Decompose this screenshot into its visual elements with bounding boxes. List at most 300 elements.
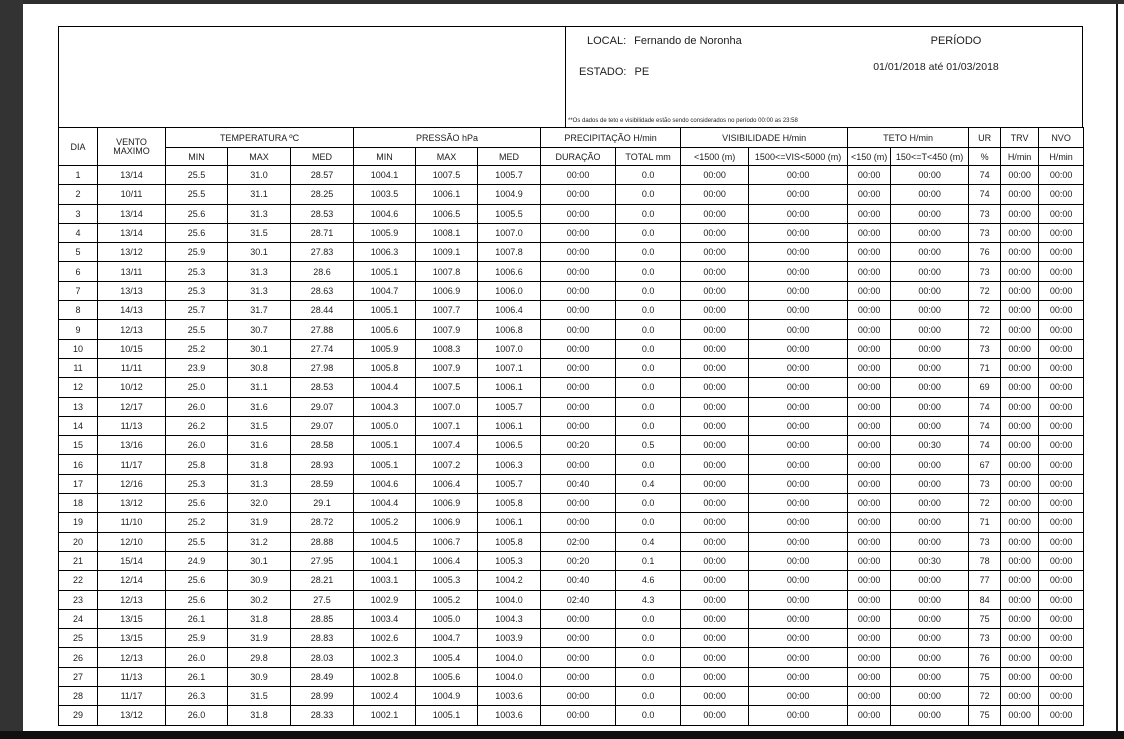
table-cell: 28.63	[291, 281, 354, 300]
periodo-value: 01/01/2018 até 01/03/2018	[873, 61, 999, 73]
table-cell: 1004.0	[478, 590, 541, 609]
table-cell: 00:00	[681, 339, 749, 358]
table-cell: 1005.0	[416, 609, 478, 628]
sub-header-trv-unit: H/min	[1001, 148, 1039, 166]
table-cell: 26.1	[166, 667, 228, 686]
table-cell: 27.88	[291, 320, 354, 339]
table-cell: 25.9	[166, 629, 228, 648]
table-cell: 00:00	[681, 397, 749, 416]
table-cell: 29.07	[291, 397, 354, 416]
table-cell: 00:00	[1039, 629, 1084, 648]
table-cell: 00:00	[891, 320, 969, 339]
col-header-vento-maximo: VENTO MAXIMO	[98, 128, 166, 166]
table-cell: 00:00	[681, 281, 749, 300]
table-cell: 19	[59, 513, 98, 532]
table-cell: 25.3	[166, 281, 228, 300]
table-cell: 15	[59, 436, 98, 455]
estado-line	[579, 66, 649, 78]
table-cell: 00:00	[749, 629, 848, 648]
table-cell: 00:00	[1039, 320, 1084, 339]
table-cell: 0.0	[616, 667, 681, 686]
table-cell: 31.5	[228, 687, 291, 706]
table-cell: 1006.9	[416, 494, 478, 513]
table-cell: 1006.8	[478, 320, 541, 339]
table-cell: 00:00	[891, 378, 969, 397]
table-cell: 00:00	[749, 667, 848, 686]
table-cell: 00:00	[749, 320, 848, 339]
table-cell: 29.8	[228, 648, 291, 667]
group-header-pressao: PRESSÃO hPa	[354, 128, 541, 148]
table-cell: 00:00	[541, 494, 616, 513]
table-cell: 00:00	[891, 667, 969, 686]
table-cell: 00:00	[541, 185, 616, 204]
table-cell: 00:00	[848, 262, 891, 281]
table-cell: 00:00	[1039, 648, 1084, 667]
table-cell: 00:00	[1001, 551, 1039, 570]
table-cell: 1005.7	[478, 474, 541, 493]
table-cell: 00:00	[681, 532, 749, 551]
table-cell: 1004.9	[478, 185, 541, 204]
table-cell: 00:00	[1039, 706, 1084, 725]
table-cell: 10/12	[98, 378, 166, 397]
table-cell: 29	[59, 706, 98, 725]
table-cell: 00:00	[749, 436, 848, 455]
table-cell: 28.6	[291, 262, 354, 281]
table-cell: 1004.1	[354, 166, 416, 185]
table-cell: 00:30	[891, 551, 969, 570]
table-cell: 1007.8	[416, 262, 478, 281]
table-cell: 00:00	[749, 358, 848, 377]
table-cell: 00:00	[891, 301, 969, 320]
table-cell: 00:00	[1039, 416, 1084, 435]
table-cell: 00:00	[891, 243, 969, 262]
table-cell: 00:00	[891, 706, 969, 725]
table-cell: 00:00	[1039, 551, 1084, 570]
table-cell: 25.6	[166, 223, 228, 242]
table-cell: 00:00	[749, 223, 848, 242]
table-cell: 7	[59, 281, 98, 300]
table-cell: 1005.9	[354, 339, 416, 358]
table-cell: 1007.5	[416, 378, 478, 397]
table-cell: 1005.1	[354, 455, 416, 474]
table-cell: 00:00	[848, 223, 891, 242]
table-cell: 1003.5	[354, 185, 416, 204]
table-cell: 0.0	[616, 706, 681, 725]
table-cell: 1007.5	[416, 166, 478, 185]
table-cell: 30.7	[228, 320, 291, 339]
table-cell: 78	[969, 551, 1001, 570]
table-cell: 1006.9	[416, 281, 478, 300]
table-cell: 00:00	[681, 706, 749, 725]
table-cell: 02:00	[541, 532, 616, 551]
table-cell: 00:00	[541, 378, 616, 397]
table-cell: 00:00	[1039, 667, 1084, 686]
table-cell: 00:00	[541, 513, 616, 532]
table-cell: 00:00	[681, 590, 749, 609]
table-cell: 1009.1	[416, 243, 478, 262]
table-cell: 00:00	[681, 166, 749, 185]
table-cell: 00:00	[891, 532, 969, 551]
table-cell: 1005.0	[354, 416, 416, 435]
table-cell: 00:00	[681, 204, 749, 223]
table-cell: 0.4	[616, 474, 681, 493]
table-cell: 00:00	[541, 397, 616, 416]
table-cell: 00:00	[541, 648, 616, 667]
table-cell: 13/12	[98, 243, 166, 262]
col-header-dia: DIA	[59, 128, 98, 166]
table-cell: 12	[59, 378, 98, 397]
table-cell: 1007.8	[478, 243, 541, 262]
table-cell: 32.0	[228, 494, 291, 513]
table-cell: 00:00	[1039, 571, 1084, 590]
table-cell: 00:00	[1039, 494, 1084, 513]
local-label: LOCAL:	[587, 35, 627, 47]
table-cell: 00:00	[541, 281, 616, 300]
sub-header-vis-low: <1500 (m)	[681, 148, 749, 166]
table-cell: 27.5	[291, 590, 354, 609]
sub-header-temp-max: MAX	[228, 148, 291, 166]
table-row	[59, 551, 1084, 570]
table-cell: 00:00	[541, 204, 616, 223]
table-cell: 1004.7	[354, 281, 416, 300]
table-cell: 25.8	[166, 455, 228, 474]
table-cell: 13/16	[98, 436, 166, 455]
table-cell: 25.0	[166, 378, 228, 397]
table-cell: 00:00	[848, 204, 891, 223]
table-cell: 25.3	[166, 474, 228, 493]
table-row	[59, 436, 1084, 455]
table-cell: 00:00	[681, 185, 749, 204]
table-cell: 12/13	[98, 590, 166, 609]
table-cell: 00:00	[1039, 687, 1084, 706]
table-cell: 00:00	[848, 532, 891, 551]
table-cell: 31.3	[228, 262, 291, 281]
table-cell: 1005.8	[478, 532, 541, 551]
table-cell: 28.53	[291, 378, 354, 397]
table-cell: 1004.4	[354, 494, 416, 513]
table-cell: 11/17	[98, 455, 166, 474]
table-cell: 28.21	[291, 571, 354, 590]
table-cell: 21	[59, 551, 98, 570]
table-cell: 00:20	[541, 436, 616, 455]
table-cell: 11/13	[98, 416, 166, 435]
table-cell: 00:00	[891, 629, 969, 648]
table-row	[59, 223, 1084, 242]
table-cell: 28.99	[291, 687, 354, 706]
table-cell: 1005.9	[354, 223, 416, 242]
table-cell: 00:00	[681, 648, 749, 667]
table-cell: 1003.6	[478, 687, 541, 706]
table-row	[59, 590, 1084, 609]
viewer-top-edge	[0, 0, 1124, 4]
table-cell: 00:00	[681, 243, 749, 262]
table-cell: 25.6	[166, 494, 228, 513]
table-cell: 00:00	[749, 262, 848, 281]
table-cell: 22	[59, 571, 98, 590]
teto-visibilidade-footnote: **Os dados de teto e visibilidade estão sendo considerados no período 00:00 as 23:58	[568, 118, 798, 124]
table-cell: 75	[969, 609, 1001, 628]
table-cell: 12/16	[98, 474, 166, 493]
table-cell: 00:00	[891, 494, 969, 513]
table-cell: 67	[969, 455, 1001, 474]
table-cell: 00:00	[891, 166, 969, 185]
table-cell: 00:00	[749, 687, 848, 706]
table-cell: 25.6	[166, 204, 228, 223]
table-cell: 75	[969, 667, 1001, 686]
table-cell: 00:00	[681, 571, 749, 590]
table-cell: 00:00	[848, 513, 891, 532]
table-cell: 73	[969, 204, 1001, 223]
table-cell: 73	[969, 629, 1001, 648]
table-cell: 00:00	[681, 609, 749, 628]
table-cell: 00:00	[1039, 436, 1084, 455]
table-cell: 2	[59, 185, 98, 204]
table-cell: 00:00	[848, 609, 891, 628]
table-cell: 00:00	[749, 513, 848, 532]
table-cell: 1004.3	[478, 609, 541, 628]
table-row	[59, 609, 1084, 628]
table-cell: 31.0	[228, 166, 291, 185]
table-cell: 00:00	[681, 474, 749, 493]
table-cell: 30.9	[228, 667, 291, 686]
table-cell: 31.8	[228, 455, 291, 474]
table-cell: 13/12	[98, 706, 166, 725]
table-row	[59, 687, 1084, 706]
table-cell: 1004.2	[478, 571, 541, 590]
table-cell: 12/17	[98, 397, 166, 416]
table-cell: 00:00	[681, 455, 749, 474]
table-cell: 00:00	[749, 339, 848, 358]
table-cell: 1004.7	[416, 629, 478, 648]
sub-header-nvo-unit: H/min	[1039, 148, 1084, 166]
table-cell: 00:00	[1001, 223, 1039, 242]
table-cell: 00:00	[848, 416, 891, 435]
table-cell: 0.0	[616, 204, 681, 223]
table-cell: 00:00	[1001, 262, 1039, 281]
table-cell: 00:00	[891, 358, 969, 377]
estado-value: PE	[634, 66, 650, 78]
table-cell: 73	[969, 532, 1001, 551]
table-cell: 1005.1	[354, 262, 416, 281]
table-cell: 0.1	[616, 551, 681, 570]
table-cell: 31.1	[228, 378, 291, 397]
table-cell: 00:00	[681, 436, 749, 455]
table-cell: 71	[969, 513, 1001, 532]
table-cell: 28.83	[291, 629, 354, 648]
table-cell: 0.0	[616, 609, 681, 628]
table-cell: 00:00	[1039, 243, 1084, 262]
table-cell: 00:00	[848, 494, 891, 513]
table-cell: 1004.6	[354, 204, 416, 223]
table-cell: 00:00	[1001, 243, 1039, 262]
table-cell: 00:00	[749, 397, 848, 416]
table-cell: 00:00	[749, 416, 848, 435]
table-cell: 25.9	[166, 243, 228, 262]
table-row	[59, 416, 1084, 435]
table-cell: 00:00	[891, 687, 969, 706]
table-cell: 1004.9	[416, 687, 478, 706]
table-cell: 00:00	[1039, 590, 1084, 609]
table-cell: 25.6	[166, 590, 228, 609]
table-row	[59, 262, 1084, 281]
table-cell: 00:00	[1001, 166, 1039, 185]
table-cell: 76	[969, 648, 1001, 667]
table-cell: 00:00	[1001, 358, 1039, 377]
table-cell: 00:00	[891, 223, 969, 242]
page-right-border	[1116, 4, 1118, 731]
table-cell: 28.57	[291, 166, 354, 185]
table-cell: 00:00	[1039, 262, 1084, 281]
sub-header-duracao: DURAÇÃO	[541, 148, 616, 166]
table-cell: 72	[969, 687, 1001, 706]
table-cell: 00:00	[848, 397, 891, 416]
table-cell: 25.3	[166, 262, 228, 281]
table-cell: 00:40	[541, 474, 616, 493]
table-cell: 1005.4	[416, 648, 478, 667]
table-cell: 26.0	[166, 648, 228, 667]
table-row	[59, 706, 1084, 725]
table-cell: 1002.4	[354, 687, 416, 706]
table-cell: 00:00	[1001, 185, 1039, 204]
table-cell: 00:00	[1001, 397, 1039, 416]
table-cell: 28.53	[291, 204, 354, 223]
table-cell: 1006.1	[416, 185, 478, 204]
table-row	[59, 281, 1084, 300]
table-row	[59, 243, 1084, 262]
table-cell: 25.6	[166, 571, 228, 590]
table-cell: 1007.4	[416, 436, 478, 455]
table-cell: 84	[969, 590, 1001, 609]
table-cell: 31.8	[228, 609, 291, 628]
table-cell: 00:00	[749, 166, 848, 185]
table-cell: 1004.0	[478, 648, 541, 667]
table-cell: 00:00	[1039, 513, 1084, 532]
table-cell: 00:00	[749, 494, 848, 513]
table-cell: 1005.8	[478, 494, 541, 513]
table-cell: 12/13	[98, 648, 166, 667]
sub-header-vis-mid: 1500<=VIS<5000 (m)	[749, 148, 848, 166]
table-cell: 00:00	[749, 474, 848, 493]
table-cell: 00:00	[541, 320, 616, 339]
table-cell: 1007.1	[478, 358, 541, 377]
table-cell: 00:00	[891, 455, 969, 474]
table-cell: 26.0	[166, 706, 228, 725]
table-cell: 6	[59, 262, 98, 281]
table-cell: 25.7	[166, 301, 228, 320]
table-cell: 12/10	[98, 532, 166, 551]
table-cell: 00:30	[891, 436, 969, 455]
table-cell: 72	[969, 494, 1001, 513]
table-cell: 1006.4	[416, 474, 478, 493]
table-cell: 71	[969, 358, 1001, 377]
table-cell: 00:00	[681, 358, 749, 377]
table-cell: 00:00	[681, 629, 749, 648]
table-cell: 00:00	[891, 397, 969, 416]
table-cell: 1002.1	[354, 706, 416, 725]
table-cell: 00:00	[541, 687, 616, 706]
table-cell: 00:00	[1039, 281, 1084, 300]
table-cell: 00:00	[1039, 339, 1084, 358]
table-cell: 31.9	[228, 513, 291, 532]
table-cell: 31.3	[228, 474, 291, 493]
table-cell: 1006.4	[478, 301, 541, 320]
table-cell: 00:00	[848, 358, 891, 377]
table-cell: 00:00	[681, 416, 749, 435]
table-cell: 1005.2	[354, 513, 416, 532]
table-cell: 1004.5	[354, 532, 416, 551]
table-cell: 31.2	[228, 532, 291, 551]
table-cell: 0.0	[616, 455, 681, 474]
table-cell: 28.72	[291, 513, 354, 532]
table-cell: 28.33	[291, 706, 354, 725]
col-header-nvo: NVO	[1039, 128, 1084, 148]
table-cell: 0.0	[616, 320, 681, 339]
table-row	[59, 301, 1084, 320]
table-cell: 00:00	[541, 243, 616, 262]
table-cell: 1007.1	[416, 416, 478, 435]
table-cell: 0.0	[616, 223, 681, 242]
weather-data-table	[58, 127, 1084, 726]
table-cell: 00:00	[1001, 590, 1039, 609]
table-cell: 00:00	[681, 378, 749, 397]
table-cell: 0.0	[616, 262, 681, 281]
table-cell: 28.93	[291, 455, 354, 474]
table-cell: 1006.4	[416, 551, 478, 570]
table-cell: 00:00	[1001, 648, 1039, 667]
estado-label: ESTADO:	[579, 66, 627, 78]
table-cell: 00:00	[891, 281, 969, 300]
table-cell: 11/17	[98, 687, 166, 706]
table-cell: 00:00	[541, 455, 616, 474]
table-cell: 0.0	[616, 416, 681, 435]
table-cell: 00:00	[1001, 378, 1039, 397]
table-cell: 00:00	[749, 185, 848, 204]
table-cell: 15/14	[98, 551, 166, 570]
table-cell: 00:00	[749, 648, 848, 667]
table-cell: 0.0	[616, 166, 681, 185]
table-cell: 00:00	[541, 166, 616, 185]
table-cell: 10/15	[98, 339, 166, 358]
sub-header-temp-min: MIN	[166, 148, 228, 166]
table-cell: 00:00	[848, 339, 891, 358]
viewer-bottom-edge	[0, 731, 1124, 739]
table-cell: 1004.0	[478, 667, 541, 686]
table-cell: 00:00	[1001, 320, 1039, 339]
table-cell: 23.9	[166, 358, 228, 377]
table-cell: 27.95	[291, 551, 354, 570]
table-cell: 00:00	[848, 378, 891, 397]
table-cell: 00:00	[749, 301, 848, 320]
table-cell: 27	[59, 667, 98, 686]
table-cell: 00:00	[891, 571, 969, 590]
table-cell: 28.03	[291, 648, 354, 667]
table-cell: 00:00	[848, 166, 891, 185]
table-cell: 00:00	[749, 532, 848, 551]
table-cell: 13/14	[98, 204, 166, 223]
table-cell: 0.0	[616, 185, 681, 204]
table-row	[59, 571, 1084, 590]
table-cell: 00:00	[749, 281, 848, 300]
table-cell: 00:00	[848, 436, 891, 455]
table-cell: 5	[59, 243, 98, 262]
table-cell: 00:00	[1039, 455, 1084, 474]
table-cell: 1002.8	[354, 667, 416, 686]
table-cell: 00:00	[681, 513, 749, 532]
table-cell: 00:00	[681, 494, 749, 513]
table-cell: 00:00	[1001, 571, 1039, 590]
table-cell: 28.71	[291, 223, 354, 242]
table-row	[59, 474, 1084, 493]
